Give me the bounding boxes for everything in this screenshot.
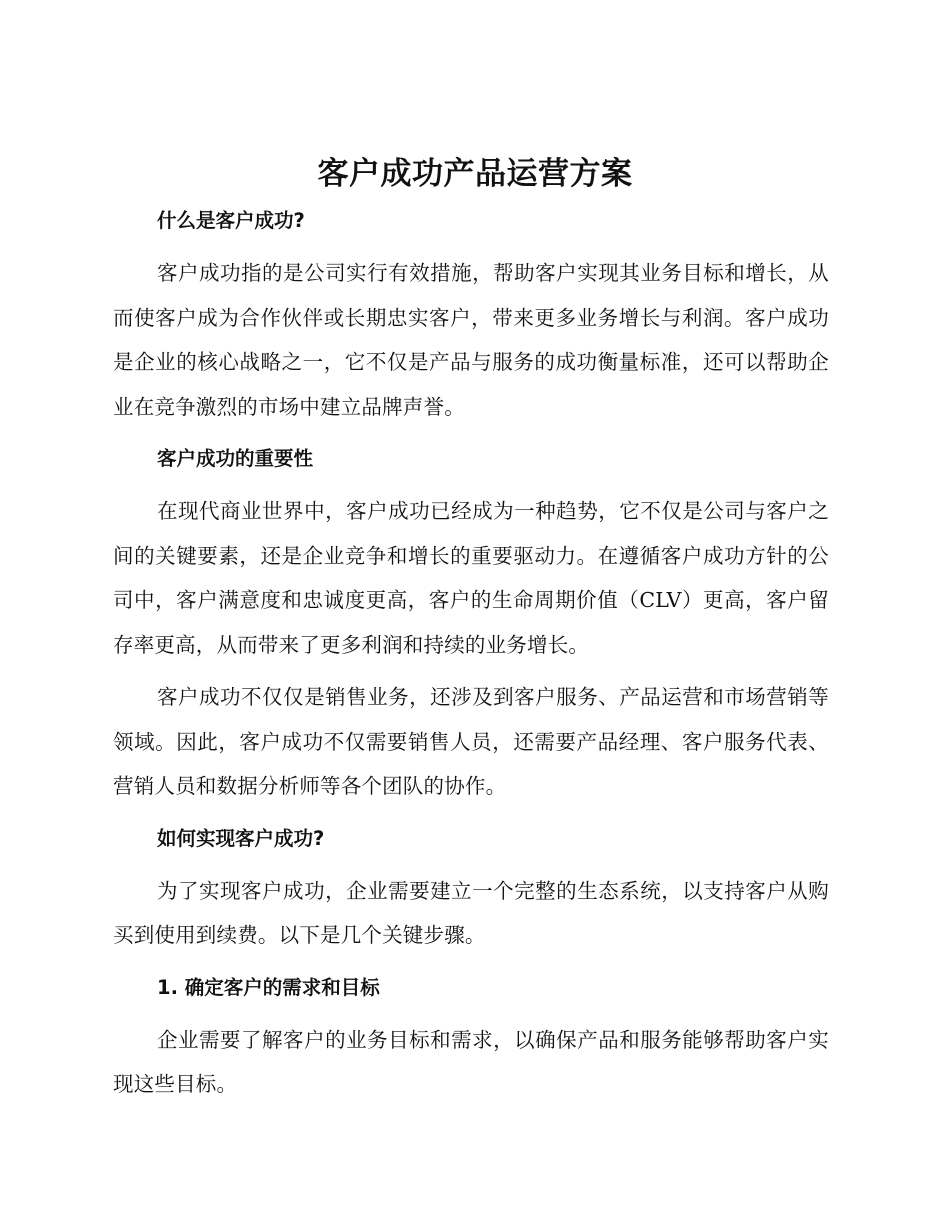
section-heading-importance: 客户成功的重要性 — [157, 447, 314, 470]
paragraph-definition: 客户成功指的是公司实行有效措施，帮助客户实现其业务目标和增长，从而使客户成为合作伙伴或长期忠实客户，带来更多业务增长与利润。客户成功是企业的核心战略之一，它不仅是产品与服务的成功衡量标准，还可以帮助企业在竞争激烈的市场中建立品牌声誉。 — [113, 261, 829, 419]
paragraph-importance-collaboration: 客户成功不仅仅是销售业务，还涉及到客户服务、产品运营和市场营销等领域。因此，客户成功不仅需要销售人员，还需要产品经理、客户服务代表、营销人员和数据分析师等各个团队的协作。 — [113, 685, 829, 798]
paragraph-ecosystem: 为了实现客户成功，企业需要建立一个完整的生态系统，以支持客户从购买到使用到续费。以下是几个关键步骤。 — [113, 878, 829, 947]
paragraph-importance-trend: 在现代商业世界中，客户成功已经成为一种趋势，它不仅是公司与客户之间的关键要素，还是企业竞争和增长的重要驱动力。在遵循客户成功方针的公司中，客户满意度和忠诚度更高，客户的生命周期价值（CLV）更高，客户留存率更高，从而带来了更多利润和持续的业务增长。 — [113, 499, 829, 657]
section-heading-what-is-customer-success: 什么是客户成功? — [157, 209, 305, 232]
document-body — [113, 199, 829, 1115]
section-heading-how-to-achieve: 如何实现客户成功? — [157, 826, 325, 850]
section-heading-step-1: 1. 确定客户的需求和目标 — [157, 975, 380, 999]
paragraph-step-1: 企业需要了解客户的业务目标和需求，以确保产品和服务能够帮助客户实现这些目标。 — [113, 1027, 829, 1096]
document-title: 客户成功产品运营方案 — [317, 156, 633, 192]
